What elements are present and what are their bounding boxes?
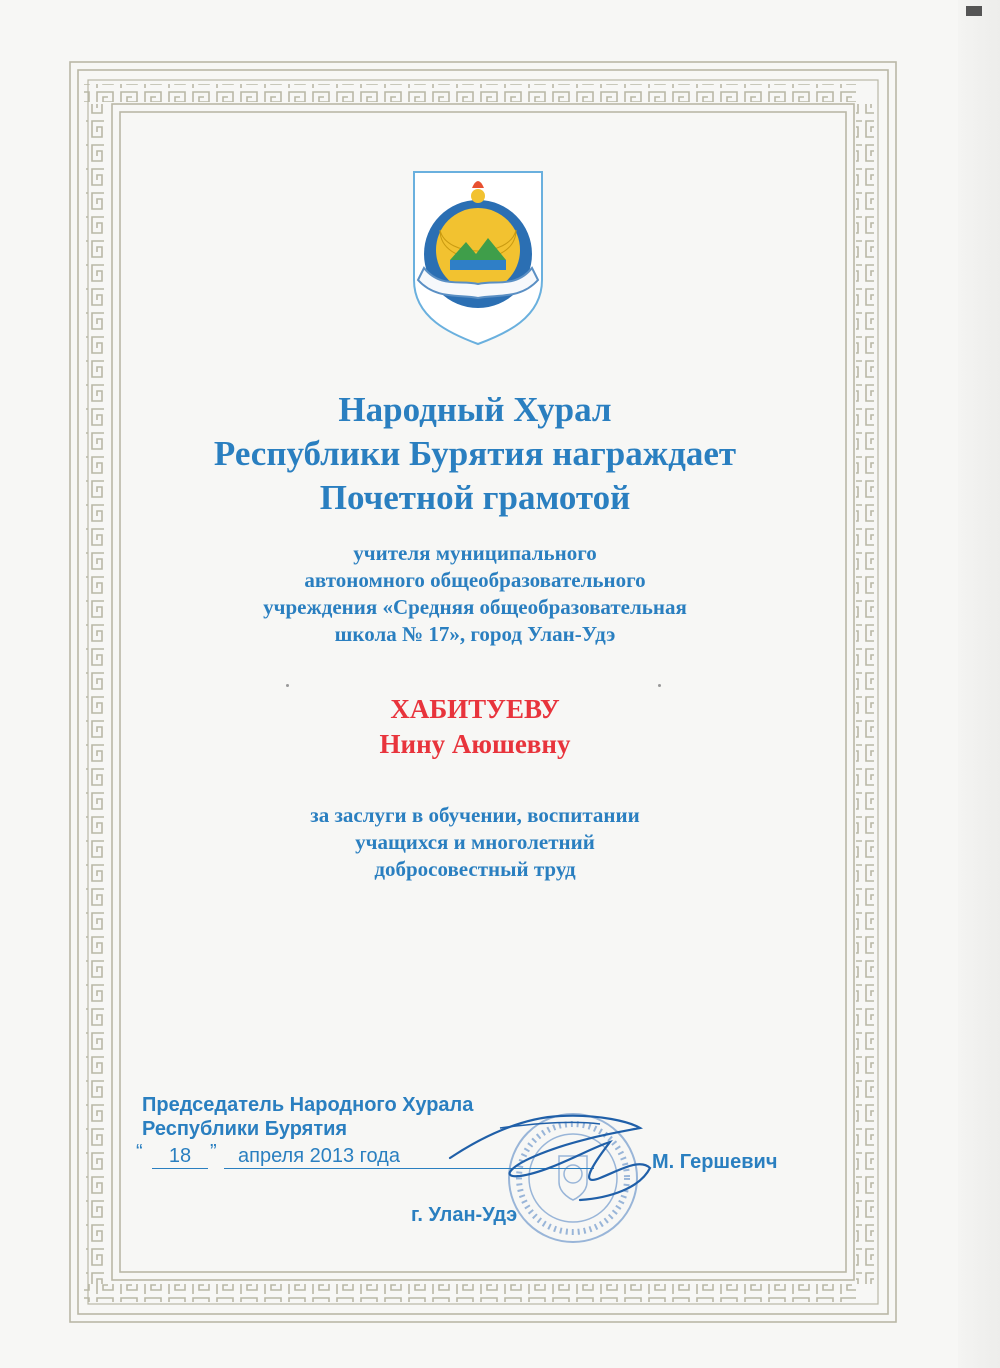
title-line: Почетной грамотой bbox=[319, 478, 631, 517]
title-line: Народный Хурал bbox=[338, 390, 612, 429]
description-line: школа № 17», город Улан-Удэ bbox=[334, 622, 616, 646]
description-line: автономного общеобразовательного bbox=[304, 568, 646, 592]
open-quote: “ bbox=[136, 1141, 143, 1163]
coat-of-arms-buryatia-icon bbox=[410, 168, 546, 346]
description-line: учителя муниципального bbox=[353, 541, 597, 565]
position-line: Председатель Народного Хурала bbox=[142, 1094, 474, 1116]
recipient-given-names: Нину Аюшевну bbox=[379, 729, 571, 759]
handwritten-signature-icon bbox=[440, 1098, 670, 1208]
recipient-description bbox=[90, 540, 860, 648]
recipient-surname: ХАБИТУЕВУ bbox=[390, 694, 560, 724]
scan-speck bbox=[286, 684, 289, 687]
recipient-name bbox=[90, 692, 860, 762]
close-quote: ” bbox=[210, 1141, 217, 1163]
issue-city: г. Улан-Удэ bbox=[411, 1204, 518, 1226]
certificate-title bbox=[90, 388, 860, 520]
signatory-position bbox=[142, 1093, 473, 1141]
date-day: 18 bbox=[152, 1144, 208, 1169]
signer-name: М. Гершевич bbox=[652, 1151, 778, 1173]
reason-line: учащихся и многолетний bbox=[355, 830, 595, 854]
position-line: Республики Бурятия bbox=[142, 1118, 348, 1140]
reason-line: добросовестный труд bbox=[374, 857, 576, 881]
date-month-year: апреля 2013 года bbox=[224, 1144, 594, 1169]
title-line: Республики Бурятия награждает bbox=[213, 434, 737, 473]
description-line: учреждения «Средняя общеобразовательная bbox=[263, 595, 687, 619]
award-reason bbox=[90, 802, 860, 883]
reason-line: за заслуги в обучении, воспитании bbox=[310, 803, 640, 827]
scan-speck bbox=[658, 684, 661, 687]
